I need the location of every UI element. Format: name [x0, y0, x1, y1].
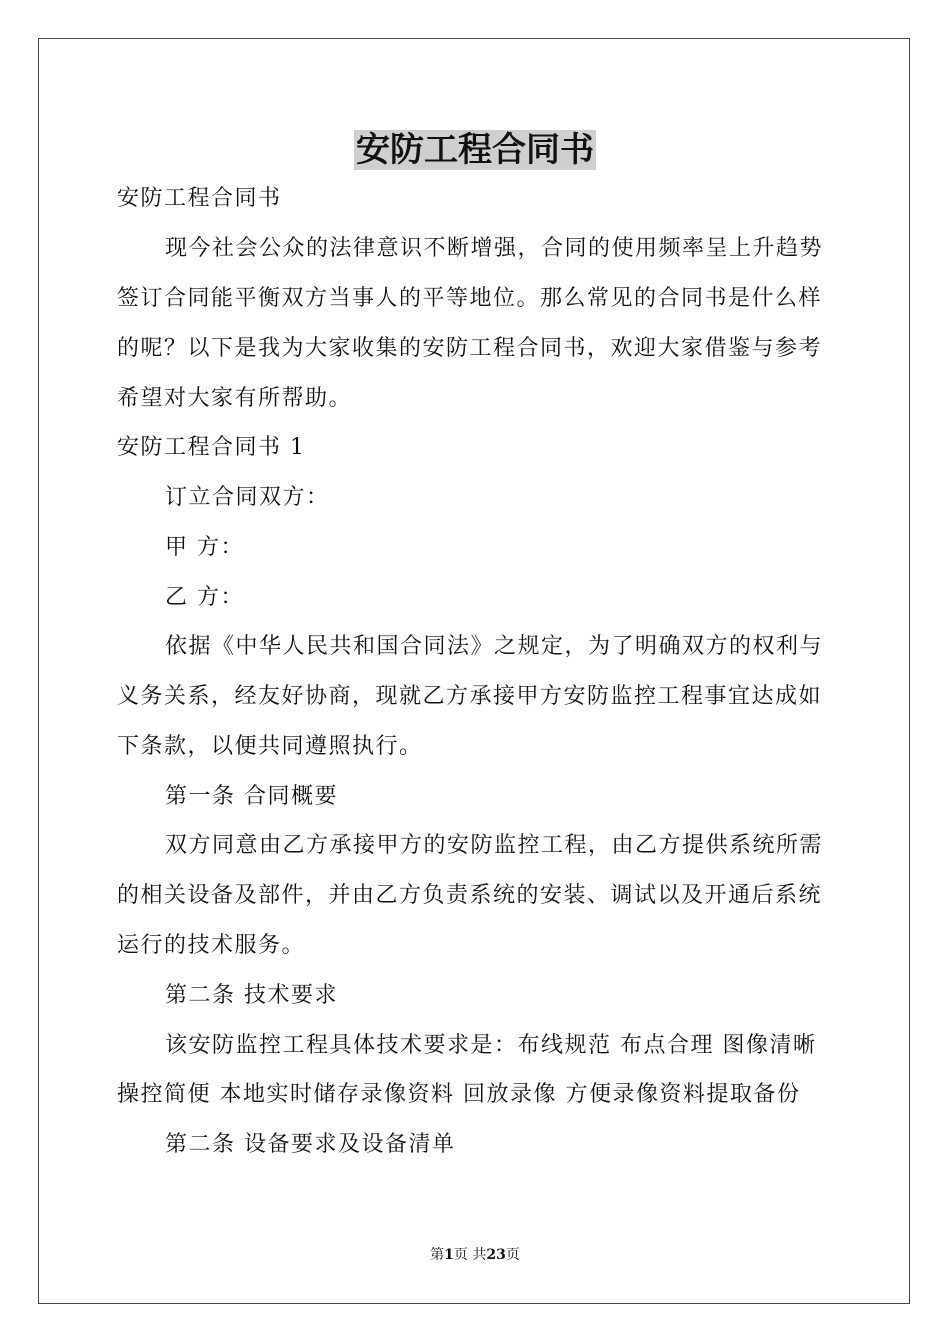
paragraph-line: 义务关系，经友好协商，现就乙方承接甲方安防监控工程事宜达成如 [117, 684, 823, 709]
paragraph-line: 现今社会公众的法律意识不断增强，合同的使用频率呈上升趋势 [165, 236, 824, 261]
article-heading: 第二条 技术要求 [165, 983, 338, 1008]
footer-middle: 页 共 [453, 1247, 487, 1263]
paragraph-line: 希望对大家有所帮助。 [117, 386, 353, 411]
current-page-number: 1 [444, 1247, 454, 1263]
article-heading: 第一条 合同概要 [165, 784, 338, 809]
paragraph-line: 双方同意由乙方承接甲方的安防监控工程，由乙方提供系统所需 [165, 833, 824, 858]
paragraph-line: 操控简便 本地实时储存录像资料 回放录像 方便录像资料提取备份 [117, 1082, 801, 1107]
paragraph-line: 下条款，以便共同遵照执行。 [117, 734, 423, 759]
footer-suffix: 页 [505, 1247, 520, 1263]
paragraph-line: 的呢？以下是我为大家收集的安防工程合同书，欢迎大家借鉴与参考 [117, 336, 823, 361]
total-page-number: 23 [486, 1247, 506, 1263]
party-a-line: 甲 方： [165, 535, 244, 560]
document-subtitle: 安防工程合同书 [117, 186, 282, 211]
page-border [38, 38, 910, 1304]
paragraph-line: 该安防监控工程具体技术要求是：布线规范 布点合理 图像清晰 [165, 1033, 817, 1058]
paragraph-line: 运行的技术服务。 [117, 933, 306, 958]
document-title [0, 128, 950, 172]
paragraph-line: 订立合同双方： [165, 485, 330, 510]
footer-prefix: 第 [430, 1247, 445, 1263]
page-footer [0, 1246, 950, 1264]
document-title-text: 安防工程合同书 [356, 130, 594, 170]
section-heading: 安防工程合同书 1 [117, 435, 306, 460]
party-b-line: 乙 方： [165, 585, 244, 610]
paragraph-line: 依据《中华人民共和国合同法》之规定，为了明确双方的权利与 [165, 634, 824, 659]
article-heading: 第二条 设备要求及设备清单 [165, 1132, 456, 1157]
paragraph-line: 的相关设备及部件，并由乙方负责系统的安装、调试以及开通后系统 [117, 883, 823, 908]
paragraph-line: 签订合同能平衡双方当事人的平等地位。那么常见的合同书是什么样 [117, 286, 823, 311]
